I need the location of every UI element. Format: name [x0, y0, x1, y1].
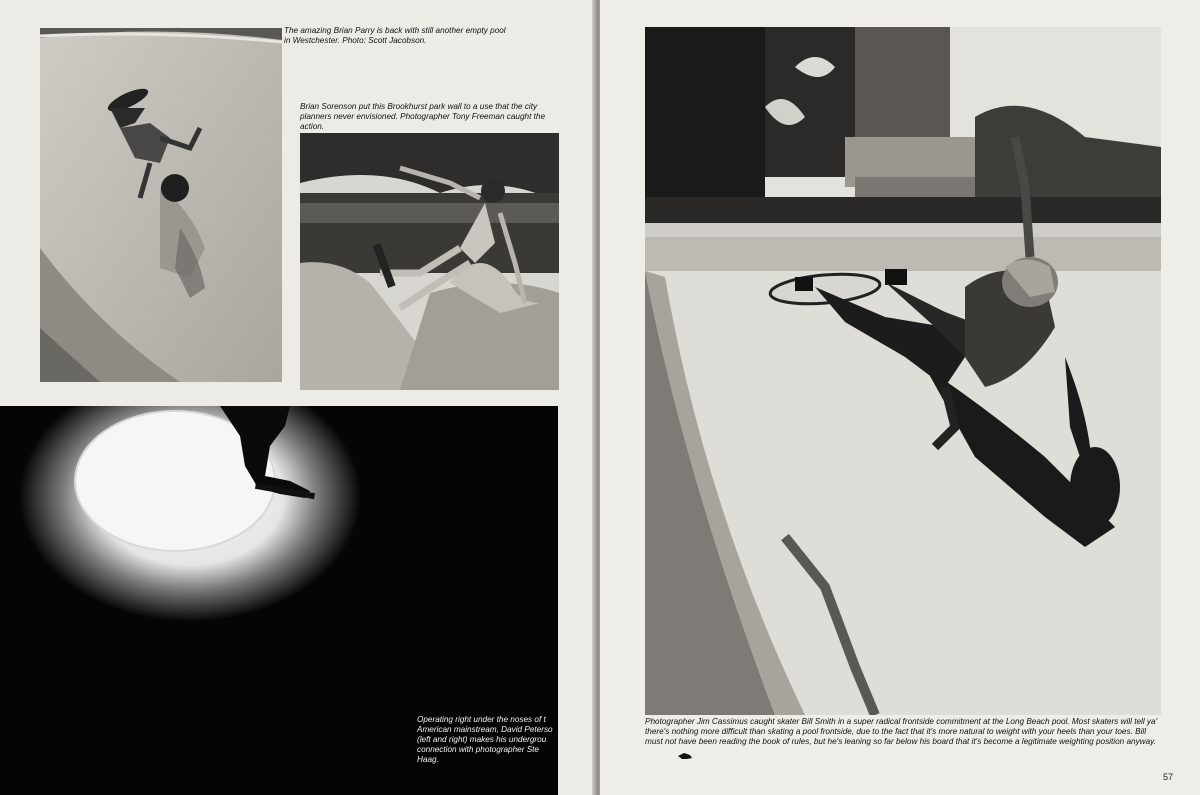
photo-brian-sorenson-image — [300, 133, 559, 390]
photo-brian-parry-image — [40, 28, 282, 382]
caption-brian-sorenson: Brian Sorenson put this Brookhurst park wall to a use that the city planners never envisioned. Photographer Tony Freeman caught the action. — [300, 102, 546, 131]
left-page — [0, 0, 598, 795]
photo-bill-smith — [645, 27, 1161, 715]
caption-brian-parry: The amazing Brian Parry is back with still another empty pool in Westchester. Photo: Scott Jacobson. — [284, 26, 506, 45]
photo-brian-sorenson — [300, 133, 559, 390]
page-number: 57 — [1163, 772, 1174, 782]
right-page — [600, 0, 1200, 795]
caption-david-peterson: Operating right under the noses of t American mainstream, David Peterso (left and right) makes his undergrou connection with photographer Ste Haag. — [417, 715, 553, 764]
end-mark-icon — [678, 747, 692, 755]
photo-bill-smith-image — [645, 27, 1161, 715]
photo-brian-parry — [40, 28, 282, 382]
caption-bill-smith: Photographer Jim Cassimus caught skater Bill Smith in a super radical frontside commitment at the Long Beach pool. Most skaters will tell ya' there's nothing more difficult than skating a pool frontside, due to the fact that it's more natural to weight with your heels than your toes. Bill must not have been reading the book of rules, but he's leaning so far below his board that it's become a legitimate weighting position anyway. — [645, 717, 1158, 746]
